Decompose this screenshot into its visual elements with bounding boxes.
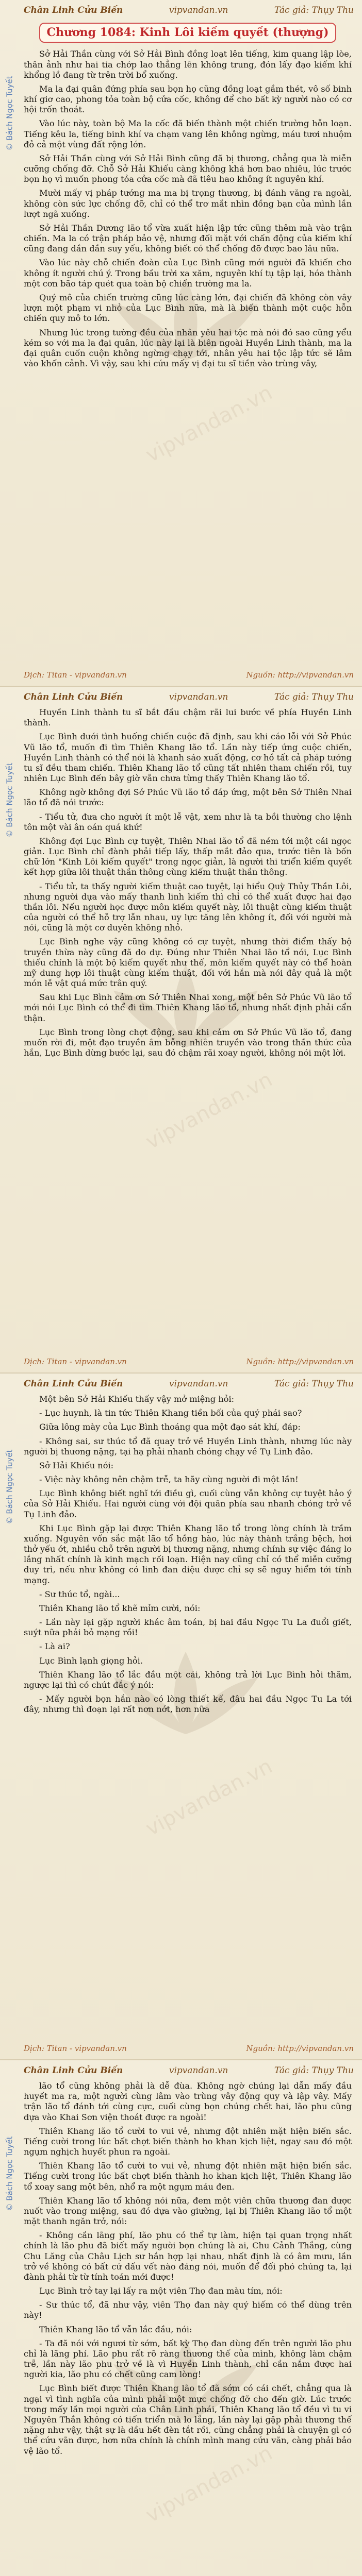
- header-site: vipvandan.vn: [169, 2065, 228, 2076]
- paragraph: - Mấy người bọn hắn nào có lòng thiết kế, đâu hai đầu Ngọc Tu La tới đây, nhưng thì đoạn lại rất nơn nớt, hơn nữa: [24, 1694, 352, 1715]
- paragraph: - Tiểu tử, đưa cho người ít một lễ vật, xem như là ta bồi thường cho lệnh tôn một vài ân oán quá khứ!: [24, 811, 352, 832]
- footer-source: Nguồn: http://vipvandan.vn: [246, 2044, 354, 2053]
- paragraph: - Sư thúc tổ, đã như vậy, viên Thọ đan này quý hiếm có thể dùng trên này!: [24, 2300, 352, 2320]
- header-book-title: Chân Linh Cửu Biến: [24, 2065, 123, 2076]
- header-author: Tác giả: Thụy Thu: [274, 692, 354, 702]
- header-site: vipvandan.vn: [169, 1379, 228, 1389]
- paragraph: Thiên Khang lão tổ cười to vui vẻ, nhưng đột nhiên mặt hiện biến sắc. Tiếng cười trong lúc bất chợt biến thành ho khan kịch liệt, Thiên Khang lão tổ xoay sang một bên, nhổ ra một ngụm máu đen.: [24, 2161, 352, 2192]
- paragraph: Sở Hải Thần cùng với Sở Hải Bình cũng đã bị thương, chẳng qua là miễn cưỡng chống đỡ. Chỗ Sở Hải Khiếu càng không khá hơn bao nhiêu, lúc trước bọn họ vì muốn phong tỏa cửa cốc mà đã tiêu hao không ít nguyên khí.: [24, 153, 352, 184]
- header-author: Tác giả: Thụy Thu: [274, 2065, 354, 2076]
- header-book-title: Chân Linh Cửu Biến: [24, 1379, 123, 1389]
- page-header: [24, 5, 354, 15]
- paragraph: - Lục huynh, là tin tức Thiên Khang tiền bối của quý phái sao?: [39, 1408, 302, 1418]
- page-3: [0, 1374, 362, 2060]
- page-content: [24, 21, 352, 665]
- paragraph: Lục Bình biết được Thiên Khang lão tổ đã sớm có cái chết, chẳng qua là ngại vì tình nghĩa của mình phải một mực chống đỡ cho đến giờ. Lúc trước trong mấy lần mọi người của Chân Linh phái, Thiên Khang lão tổ đều vì tu vi Nguyên Thần không có tiến triển mà lo lắng, lần này lại gặp phải thương thế nặng như vậy, thật sự là dầu hết đèn tắt rồi, cũng chẳng phải là chuyện gì có thể cứu vãn được, hơn nữa chính là chính mình mang cứu vãn, càng phải bảo vệ lão tổ.: [24, 2383, 352, 2456]
- sidebar-watermark: © Bách Ngọc Tuyết: [5, 2136, 14, 2211]
- page-footer: [24, 2044, 354, 2053]
- paragraph: - Không sai, sư thúc tổ đã quay trở về Huyền Linh thành, nhưng lúc này người bị thương nặng, tại hạ phải nhanh chóng chạy về Tụ Linh đảo.: [24, 1436, 352, 1456]
- page-footer: [24, 1357, 354, 1366]
- paragraph: Thiên Khang lão tổ khẽ mỉm cười, nói:: [39, 1603, 201, 1613]
- header-author: Tác giả: Thụy Thu: [274, 1379, 354, 1389]
- page-header: [24, 1379, 354, 1389]
- paragraph: Khi Lục Bình gặp lại được Thiên Khang lão tổ trong lòng chính là trầm xuống. Nguyên vốn sắc mặt lão tổ hồng hào, lúc này thành trắng bệch, hơi thở yếu ớt, nhiều chỗ trên người bị thương nặng, nhưng chính sự việc đáng lo lắng nhất chính là kinh mạch rối loạn. Hiện nay cũng chỉ có thể miễn cưỡng duy trì, nếu như không có linh đan diệu dược chỉ sợ sẽ nguy hiểm tới tính mạng.: [24, 1523, 352, 1585]
- paragraph: Sở Hải Thần Dương lão tổ vừa xuất hiện lập tức cũng thêm mà vào trận chiến. Ma la có trận pháp bảo vệ, nhưng đối mặt với chấn động của kiếm khí cũng đang dần dần suy yếu, không biết có thể chống đỡ được bao lâu nữa.: [24, 223, 352, 254]
- paragraph: Sở Hải Thần cùng với Sở Hải Bình đồng loạt lên tiếng, kim quang lập lòe, thân ảnh như hai tia chớp lao thẳng lên không trung, đón lấy đạo kiếm khí khổng lồ đang từ trên trời bổ xuống.: [24, 49, 352, 80]
- paragraph: - Ta đã nói với ngươi từ sớm, bất kỳ Thọ đan dùng đến trên người lão phu chỉ là lãng phí. Lão phu rất rõ ràng thương thế của mình, không làm chậm trễ, lần này lão phu trở về là vì Huyền Linh thành, chỉ cần nắm được hai người kia, lão phu có chết cũng cam lòng!: [24, 2338, 352, 2380]
- page-header: [24, 692, 354, 702]
- paragraph: Không đợi Lục Bình cự tuyệt, Thiên Nhai lão tổ đã ném tới một cái ngọc giản. Lục Bình chỉ đành phải tiếp lấy, thấp mắt đảo qua, trước tiên là bốn chữ lớn "Kinh Lôi kiếm quyết" trong ngọc giản, là người thi triển kiếm quyết kết hợp giữa lôi thuật thần thông cùng kiếm thuật thần thông.: [24, 836, 352, 877]
- paragraph: Mười mấy vị pháp tướng ma ma bị trọng thương, bị đánh văng ra ngoài, không còn sức lực chống đỡ, chỉ có thể trơ mắt nhìn đồng bạn của mình lần lượt ngã xuống.: [24, 188, 352, 219]
- page-1: [0, 0, 362, 687]
- paragraph: - Lần này lại gặp người khác âm toán, bị hai đầu Ngọc Tu La đuổi giết, suýt nữa phải bỏ mạng rồi!: [24, 1617, 352, 1638]
- paragraph: Giữa lông mày của Lục Bình thoáng qua một đạo sát khí, đáp:: [39, 1422, 301, 1432]
- paragraph: Lục Bình nghe vậy cũng không có cự tuyệt, nhưng thời điểm thấy bộ truyền thừa này cũng đã do dự. Đúng như Thiên Nhai lão tổ nói, Lục Bình thiếu chính là một bộ kiếm quyết như thế, môn kiếm quyết này có thể hoàn mỹ dung hợp lôi thuật cùng kiếm thuật, đối với hắn mà nói đây quả là một món lễ vật quá mức trân quý.: [24, 937, 352, 989]
- paragraph: Lục Bình không biết nghĩ tới điều gì, cuối cùng vẫn không cự tuyệt hảo ý của Sở Hải Khiếu. Hai người cùng với đội quân phía sau nhanh chóng trở về Tụ Linh đảo.: [24, 1488, 352, 1519]
- watermark-text: vipvandan.vn: [142, 381, 276, 467]
- footer-translator: Dịch: Titan - vipvandan.vn: [24, 1357, 127, 1366]
- paragraph: Lục Bình lạnh giọng hỏi.: [39, 1655, 143, 1666]
- paragraph: Quý mô của chiến trường cũng lúc càng lớn, đại chiến đã không còn vây lượn một phạm vi nhỏ của Lục Bình nữa, mà là biến thành một cuộc hỗn chiến quy mô to lớn.: [24, 292, 352, 324]
- watermark-text: vipvandan.vn: [142, 2441, 276, 2528]
- paragraph: Vào lúc này, toàn bộ Ma la cốc đã biến thành một chiến trường hỗn loạn. Tiếng kêu la, tiếng binh khí va chạm vang lên không ngừng, máu tươi nhuộm đỏ cả một vùng đất rộng lớn.: [24, 118, 352, 149]
- footer-translator: Dịch: Titan - vipvandan.vn: [24, 670, 127, 680]
- page-4: [0, 2060, 362, 2576]
- header-site: vipvandan.vn: [169, 692, 228, 702]
- watermark-text: vipvandan.vn: [142, 1067, 276, 1154]
- paragraph: - Tiểu tử, ta thấy người kiếm thuật cao tuyệt, lại hiểu Quỳ Thủy Thần Lôi, nhưng người dựa vào mấy thanh linh kiếm thì chỉ có thể xuất được hai đạo thần lôi. Nếu người học được môn kiếm quyết này, lôi thuật cùng kiếm thuật của người có thể hỗ trợ lẫn nhau, uy lực tăng lên không ít, đối với người mà nói, cũng là một cơ duyên không nhỏ.: [24, 881, 352, 933]
- header-author: Tác giả: Thụy Thu: [274, 5, 354, 15]
- paragraph: Thiên Khang lão tổ không nói nữa, đem một viên chữa thương đan dược nuốt vào trong miệng, sau đó dựa vào giường, lại bị Thiên Khang lão tổ một mặt thanh ngăn trở, nói:: [24, 2195, 352, 2227]
- paragraph: Ma la đại quân đứng phía sau bọn họ cũng đồng loạt gầm thét, vô số binh khí giơ cao, phong tỏa toàn bộ cửa cốc, không để cho bất kỳ người nào có cơ hội trốn thoát.: [24, 83, 352, 115]
- paragraph: Lục Bình trở tay lại lấy ra một viên Thọ đan màu tím, nói:: [39, 2286, 283, 2296]
- paragraph: Thiên Khang lão tổ vẫn lắc đầu, nói:: [39, 2324, 192, 2334]
- page-content: [24, 707, 352, 1352]
- watermark-text: vipvandan.vn: [142, 1754, 276, 1841]
- page-footer: [24, 670, 354, 680]
- footer-source: Nguồn: http://vipvandan.vn: [246, 1357, 354, 1366]
- paragraph: Một bên Sở Hải Khiếu thấy vậy mở miệng hỏi:: [39, 1394, 235, 1404]
- paragraph: - Là ai?: [39, 1641, 70, 1652]
- paragraph: Thiên Khang lão tổ lắc đầu một cái, không trả lời Lục Bình hỏi thăm, ngược lại thì có chút đắc ý nói:: [24, 1669, 352, 1690]
- paragraph: - Sư thúc tổ, ngài...: [39, 1589, 120, 1599]
- paragraph: Thiên Khang lão tổ cười to vui vẻ, nhưng đột nhiên mặt hiện biến sắc. Tiếng cười trong lúc bất chợt biến thành ho khan kịch liệt, ngay sau đó một ngụm nghịch huyết phun ra ngoài.: [24, 2126, 352, 2157]
- header-book-title: Chân Linh Cửu Biến: [24, 5, 123, 15]
- sidebar-watermark: © Bách Ngọc Tuyết: [5, 76, 14, 151]
- paragraph: Sau khi Lục Bình cảm ơn Sở Thiên Nhai xong, một bên Sở Phúc Vũ lão tổ mới nói Lục Bình có thể đi tìm Thiên Khang lão tổ, nhưng nhất định phải cẩn thận.: [24, 992, 352, 1023]
- paragraph: Nhưng lúc trong tường đều của nhân yêu hai tộc mà nói đó sao cũng yểu kém so với ma la đại quân, lúc này lại là biên ngoài Huyền Linh thành, ma la đại quân cuốn cuộn không ngừng chạy tới, nhân yêu hai tộc lập tức sẽ lâm vào khốn cảnh. Vì vậy, sau khi cứu mấy vị đại tu sĩ tiền vào trùng vây,: [24, 327, 352, 369]
- paragraph: - Không cần lãng phí, lão phu có thể tự làm, hiện tại quan trọng nhất chính là lão phu đã biết mấy người bọn chúng là ai, Chu Cảnh Thắng, cùng Chu Lăng của Châu Lịch sư hắn hợp lại nhau, nhất định là có âm mưu, lần trở về không có bất cứ dấu vết nào đáng nói, muốn để đối phó chúng ta, lại đành phải từ từ tính toán mới được!: [24, 2230, 352, 2282]
- paragraph: Sở Hải Khiếu nói:: [39, 1460, 114, 1470]
- footer-source: Nguồn: http://vipvandan.vn: [246, 670, 354, 680]
- paragraph: Vào lúc này chỗ chiến đoàn của Lục Bình cũng mới người đã khiến cho không ít người chú ý. Trong bầu trời xa xăm, nguyên khí tụ tập lại, hóa thành một cơn bão táp quét qua toàn bộ chiến trường ma la.: [24, 258, 352, 289]
- paragraph: lão tổ cũng không phải là dễ đùa. Không ngờ chúng lại dẫn mấy đầu huyết ma ra, một người cùng lâm vào trùng vây động quy và lập vây. Mấy trận lão tổ đánh tới cùng cực, cuối cùng bọn chúng chết hai, lão phu cũng dựa vào Khai Sơn viện thoát được ra ngoài!: [24, 2081, 352, 2122]
- sidebar-watermark: © Bách Ngọc Tuyết: [5, 1449, 14, 1524]
- header-site: vipvandan.vn: [169, 5, 228, 15]
- chapter-title: Chương 1084: Kinh Lôi kiếm quyết (thượng): [39, 23, 336, 43]
- page-content: [24, 1394, 352, 2039]
- paragraph: Huyền Linh thành tu sĩ bắt đầu chậm rãi lui bước về phía Huyền Linh thành.: [24, 707, 352, 728]
- page-header: [24, 2065, 354, 2076]
- paragraph: - Việc này không nên chậm trễ, ta hãy cùng người đi một lần!: [39, 1475, 299, 1485]
- header-book-title: Chân Linh Cửu Biến: [24, 692, 123, 702]
- page-content: [24, 2081, 352, 2576]
- footer-translator: Dịch: Titan - vipvandan.vn: [24, 2044, 127, 2053]
- paragraph: Lục Bình dưới tình huống chiến cuộc đã định, sau khi cáo lỗi với Sở Phúc Vũ lão tổ, muốn đi tìm Thiên Khang lão tổ. Lần này tiếp ứng cuộc chiến, Huyền Linh thành có thể nói là khanh sáo xuất động, cơ hồ tất cả pháp tướng tu sĩ đều tham chiến. Thiên Khang lão tổ cũng tất nhiên tham chiến rồi, tuy nhiên Lục Bình đến bây giờ vẫn chưa từng thấy Thiên Khang lão tổ.: [24, 732, 352, 784]
- page-2: [0, 687, 362, 1374]
- paragraph: Không ngờ không đợi Sở Phúc Vũ lão tổ đáp ứng, một bên Sở Thiên Nhai lão tổ đã nói trước:: [24, 787, 352, 808]
- sidebar-watermark: © Bách Ngọc Tuyết: [5, 762, 14, 838]
- paragraph: Lục Bình trong lòng chợt động, sau khi cảm ơn Sở Phúc Vũ lão tổ, đang muốn rời đi, một đạo truyền âm bỗng nhiên truyền vào trong thần thức của hắn, Lục Bình dừng bước lại, sau đó chậm rãi xoay người, không nói một lời.: [24, 1027, 352, 1058]
